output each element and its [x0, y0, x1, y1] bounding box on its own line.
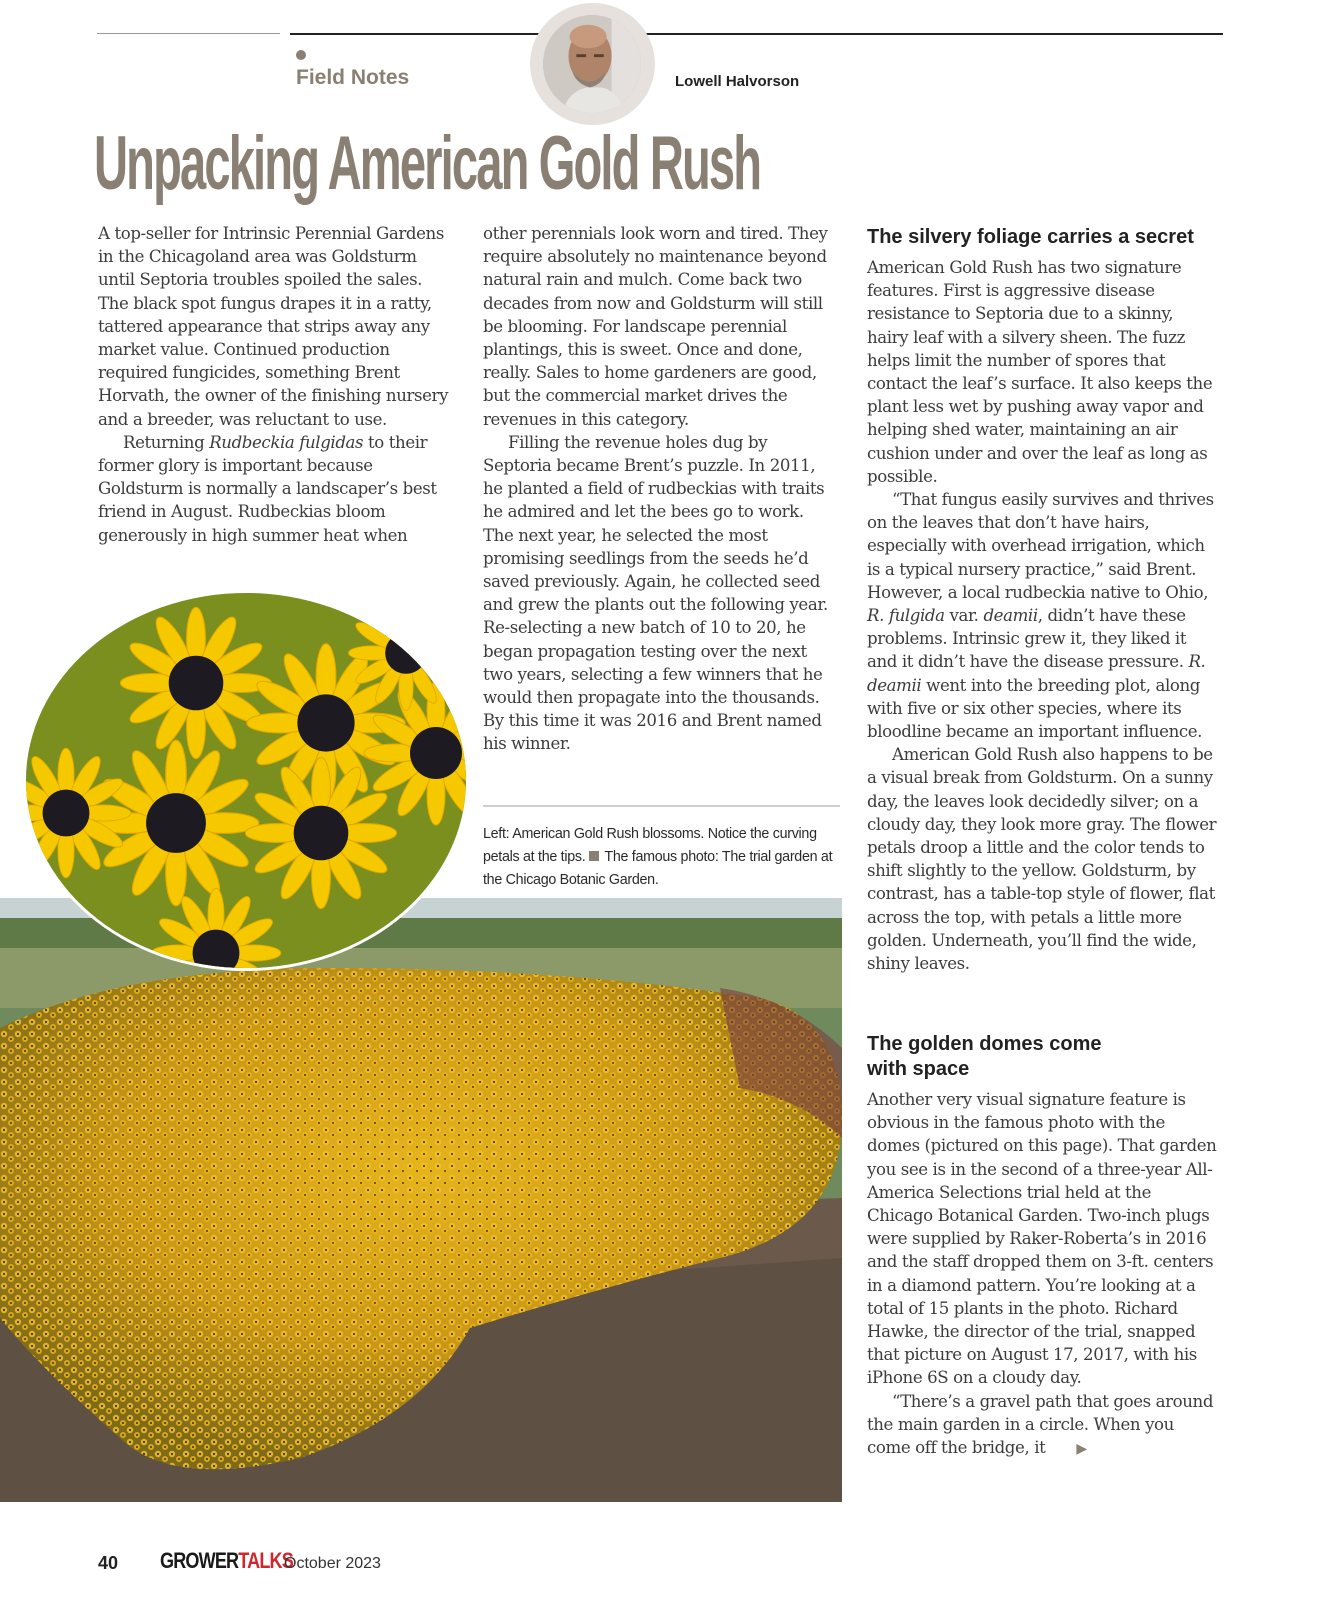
author-portrait-icon: [543, 15, 641, 113]
caption-separator-icon: [589, 851, 599, 861]
paragraph: Another very visual signature feature is obvious in the famous photo with the domes (pictured on this page). That garden you see is in the second of a three-year All-America Selections trial held at the Chicago Botanical Garden. Two-inch plugs were supplied by Raker-Roberta’s in 2016 and the staff dropped them on 3-ft. centers in a diamond pattern. You’re looking at a total of 15 plants in the photo. Richard Hawke, the director of the trial, snapped that picture on August 17, 2017, with his iPhone 6S on a cloudy day.: [867, 1090, 1217, 1388]
issue-date: October 2023: [284, 1555, 381, 1572]
blossom-closeup-photo: [26, 593, 466, 968]
continue-arrow-icon: ▶: [1076, 1441, 1087, 1458]
caption-divider: [483, 805, 840, 807]
photo-caption: Left: American Gold Rush blossoms. Notice the curving petals at the tips. The famous photo: The trial garden at the Chicago Botanic Garden.: [483, 826, 833, 888]
article-headline: Unpacking American Gold Rush: [94, 121, 761, 206]
subhead-golden-domes: The golden domes come with space: [867, 1033, 1102, 1080]
subhead-silvery-foliage: The silvery foliage carries a secret: [867, 226, 1194, 248]
article-column-2: [483, 222, 835, 756]
magazine-logo: GROWERTALKS: [160, 1548, 293, 1573]
paragraph: “That fungus easily survives and thrives on the leaves that don’t have hairs, especially with overhead irrigation, which is a typical nursery practice,” said Brent. However, a local rudbeckia native to Ohio, R. fulgida var. deamii, didn’t have these problems. Intrinsic grew it, they liked it and it didn’t have the disease pressure. R. deamii went into the breeding plot, along with five or six other species, where its bloodline became an important influence.: [867, 490, 1214, 742]
page-number: 40: [98, 1553, 119, 1573]
article-column-3: [867, 256, 1217, 975]
article-column-1: [98, 222, 453, 547]
section-label: Field Notes: [296, 66, 410, 89]
article-column-3-continued: [867, 1088, 1217, 1461]
section-bullet-icon: [296, 50, 306, 60]
paragraph: other perennials look worn and tired. They require absolutely no maintenance beyond natural rain and mulch. Come back two decades from now and Goldsturm will still be blooming. For landscape perennial plantings, this is sweet. Once and done, really. Sales to home gardeners are good, but the commercial market drives the revenues in this category.: [483, 224, 828, 429]
paragraph: “There’s a gravel path that goes around the main garden in a circle. When you come off the bridge, it ▶: [867, 1390, 1217, 1462]
paragraph: Returning Rudbeckia fulgidas to their former glory is important because Goldsturm is normally a landscaper’s best friend in August. Rudbeckias bloom generously in high summer heat when: [98, 432, 437, 545]
header-rule-right: [290, 33, 1223, 35]
blossom-photo-image: [26, 593, 466, 968]
author-photo: [543, 15, 641, 113]
header-rule-left: [97, 33, 280, 34]
trial-garden-photo: [0, 898, 842, 1502]
garden-photo-image: [0, 898, 842, 1502]
paragraph: American Gold Rush has two signature features. First is aggressive disease resistance to Septoria due to a skinny, hairy leaf with a silvery sheen. The fuzz helps limit the number of spores that contact the leaf’s surface. It also keeps the plant less wet by pushing away vapor and helping shed water, maintaining an air cushion under and over the leaf as long as possible.: [867, 258, 1213, 486]
author-byline: Lowell Halvorson: [675, 73, 800, 90]
paragraph: American Gold Rush also happens to be a visual break from Goldsturm. On a sunny day, the leaves look decidedly silver; on a cloudy day, they look more gray. The flower petals droop a little and the color tends to shift slightly to the yellow. Goldsturm, by contrast, has a table-top style of flower, flat across the top, with petals a little more golden. Underneath, you’ll find the wide, shiny leaves.: [867, 745, 1217, 974]
paragraph: A top-seller for Intrinsic Perennial Gardens in the Chicagoland area was Goldsturm until Septoria troubles spoiled the sales. The black spot fungus drapes it in a ratty, tattered appearance that strips away any market value. Continued production required fungicides, something Brent Horvath, the owner of the finishing nursery and a breeder, was reluctant to use.: [98, 224, 449, 429]
paragraph: Filling the revenue holes dug by Septoria became Brent’s puzzle. In 2011, he planted a field of rudbeckias with traits he admired and let the bees go to work. The next year, he selected the most promising seedlings from the seeds he’d saved previously. Again, he collected seed and grew the plants out the following year. Re-selecting a new batch of 10 to 20, he began propagation testing over the next two years, selecting a few winners that he would then propagate into the thousands. By this time it was 2016 and Brent named his winner.: [483, 432, 828, 754]
